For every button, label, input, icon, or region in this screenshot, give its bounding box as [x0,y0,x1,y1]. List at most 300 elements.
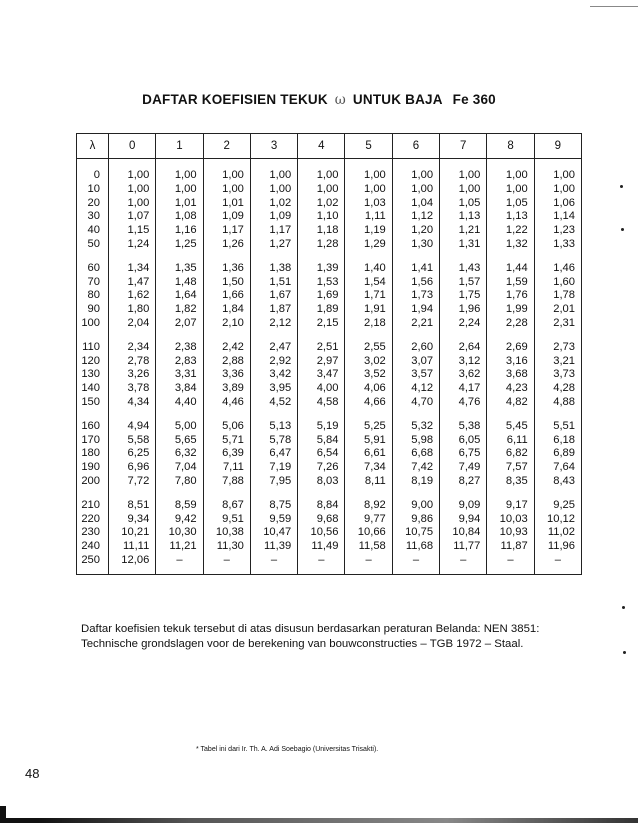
coefficient-cell: 1,01 [156,197,203,211]
coefficient-cell: 7,88 [203,475,250,489]
coefficient-cell: 1,00 [392,159,439,183]
coefficient-cell: 1,67 [250,289,297,303]
table-row [77,289,582,303]
coefficient-cell: 1,00 [250,159,297,183]
coefficient-cell: 4,88 [534,396,581,410]
lambda-cell: 90 [77,303,109,317]
coefficient-cell: 3,95 [250,382,297,396]
coefficient-cell: 1,21 [440,224,487,238]
coefficient-cell: 1,10 [298,210,345,224]
coefficient-cell: 3,02 [345,355,392,369]
footnote [81,622,581,652]
table-body [77,159,582,575]
lambda-cell: 240 [77,540,109,554]
coefficient-cell: 12,06 [109,554,156,574]
coefficient-cell: 4,46 [203,396,250,410]
coefficient-cell: 10,47 [250,526,297,540]
coefficient-cell: 4,17 [440,382,487,396]
coefficient-cell: 1,23 [534,224,581,238]
coefficient-cell: 7,34 [345,461,392,475]
coefficient-cell: 1,03 [345,197,392,211]
coefficient-cell: 1,66 [203,289,250,303]
coefficient-cell: 1,82 [156,303,203,317]
coefficient-cell: 1,48 [156,276,203,290]
coefficient-cell: 2,51 [298,331,345,355]
coefficient-cell: 1,32 [487,238,534,252]
coefficient-cell: 8,35 [487,475,534,489]
scan-edge-bottom [0,818,638,823]
coefficient-cell: 9,09 [440,489,487,513]
coefficient-cell: 1,99 [487,303,534,317]
coefficient-cell: 6,82 [487,447,534,461]
coefficient-cell: 3,36 [203,368,250,382]
coefficient-cell: 6,05 [440,434,487,448]
coefficient-cell: 3,21 [534,355,581,369]
coefficient-cell: 4,06 [345,382,392,396]
coefficient-cell: 2,01 [534,303,581,317]
scan-edge-top [590,6,638,7]
coefficient-cell: 2,92 [250,355,297,369]
header-col: 1 [156,134,203,159]
page-title [0,92,638,108]
coefficient-cell: 1,51 [250,276,297,290]
coefficient-cell: 6,32 [156,447,203,461]
coefficient-cell: – [440,554,487,574]
coefficient-cell: 1,27 [250,238,297,252]
lambda-cell: 170 [77,434,109,448]
coefficient-cell: 1,00 [156,159,203,183]
title-part-2: UNTUK BAJA [352,92,443,107]
coefficient-cell: 1,15 [109,224,156,238]
coefficient-cell: 1,54 [345,276,392,290]
coefficient-cell: 5,98 [392,434,439,448]
coefficient-cell: 1,00 [203,159,250,183]
coefficient-cell: 8,67 [203,489,250,513]
lambda-cell: 20 [77,197,109,211]
coefficient-cell: 1,11 [345,210,392,224]
coefficient-cell: 1,12 [392,210,439,224]
coefficient-cell: 1,00 [345,183,392,197]
coefficient-cell: 1,02 [298,197,345,211]
coefficient-cell: 1,09 [250,210,297,224]
coefficient-cell: 10,75 [392,526,439,540]
coefficient-cell: 1,19 [345,224,392,238]
coefficient-cell: 3,68 [487,368,534,382]
lambda-cell: 10 [77,183,109,197]
lambda-cell: 50 [77,238,109,252]
coefficient-cell: 9,00 [392,489,439,513]
scan-speck [622,606,625,609]
coefficient-cell: 1,00 [156,183,203,197]
coefficient-cell: 7,57 [487,461,534,475]
coefficient-cell: 3,73 [534,368,581,382]
coefficient-cell: 1,43 [440,252,487,276]
coefficient-cell: 11,11 [109,540,156,554]
coefficient-cell: 3,62 [440,368,487,382]
coefficient-cell: 11,02 [534,526,581,540]
table-row [77,238,582,252]
coefficient-cell: 3,42 [250,368,297,382]
page-number: 48 [25,766,40,781]
lambda-cell: 150 [77,396,109,410]
coefficient-cell: 1,47 [109,276,156,290]
coefficient-cell: 5,06 [203,410,250,434]
table-row [77,355,582,369]
table-row [77,276,582,290]
coefficient-cell: 3,12 [440,355,487,369]
header-col: 5 [345,134,392,159]
coefficient-cell: 1,13 [440,210,487,224]
coefficient-cell: 4,28 [534,382,581,396]
coefficient-cell: 5,71 [203,434,250,448]
coefficient-cell: 11,87 [487,540,534,554]
table-row [77,197,582,211]
coefficient-cell: 2,21 [392,317,439,331]
coefficient-cell: 1,16 [156,224,203,238]
title-part-1: DAFTAR KOEFISIEN TEKUK [142,92,328,107]
coefficient-cell: 1,00 [109,197,156,211]
coefficient-cell: 1,17 [203,224,250,238]
coefficient-cell: 1,00 [534,183,581,197]
coefficient-cell: 1,89 [298,303,345,317]
table-header-row [77,134,582,159]
lambda-cell: 100 [77,317,109,331]
coefficient-cell: – [156,554,203,574]
table-row [77,410,582,434]
coefficient-cell: – [392,554,439,574]
omega-symbol: ω [334,92,346,108]
coefficient-cell: 1,46 [534,252,581,276]
coefficient-cell: 1,30 [392,238,439,252]
coefficient-cell: 1,02 [250,197,297,211]
coefficient-cell: 11,30 [203,540,250,554]
header-col: 4 [298,134,345,159]
coefficient-cell: 4,52 [250,396,297,410]
coefficient-cell: 10,03 [487,513,534,527]
coefficient-cell: 6,89 [534,447,581,461]
coefficient-cell: 1,34 [109,252,156,276]
coefficient-cell: 9,94 [440,513,487,527]
coefficient-cell: 4,12 [392,382,439,396]
coefficient-cell: 5,13 [250,410,297,434]
coefficient-cell: 1,71 [345,289,392,303]
coefficient-cell: 1,40 [345,252,392,276]
title-part-3: Fe 360 [452,92,496,107]
table-row [77,396,582,410]
coefficient-cell: 11,77 [440,540,487,554]
coefficient-cell: 5,00 [156,410,203,434]
coefficient-cell: 4,23 [487,382,534,396]
coefficient-cell: 2,47 [250,331,297,355]
footnote-line-2: Technische grondslagen voor de berekening van bouwconstructies – TGB 1972 – Staal. [81,638,524,650]
coefficient-cell: 1,05 [440,197,487,211]
coefficient-cell: 3,31 [156,368,203,382]
coefficient-cell: 7,26 [298,461,345,475]
coefficient-cell: 1,00 [487,159,534,183]
coefficient-cell: 1,80 [109,303,156,317]
coefficient-cell: 1,75 [440,289,487,303]
coefficient-cell: 2,88 [203,355,250,369]
coefficient-cell: 1,76 [487,289,534,303]
source-credit: * Tabel ini dari Ir. Th. A. Adi Soebagio (Universitas Trisakti). [196,746,379,753]
coefficient-cell: 1,31 [440,238,487,252]
buckling-coefficient-table [76,133,582,575]
table-row [77,331,582,355]
coefficient-cell: 4,40 [156,396,203,410]
coefficient-cell: 1,17 [250,224,297,238]
coefficient-cell: 1,00 [109,159,156,183]
coefficient-cell: 5,38 [440,410,487,434]
coefficient-cell: 1,09 [203,210,250,224]
coefficient-cell: 8,11 [345,475,392,489]
coefficient-cell: 1,87 [250,303,297,317]
coefficient-cell: 1,94 [392,303,439,317]
coefficient-cell: 1,56 [392,276,439,290]
coefficient-cell: 3,47 [298,368,345,382]
coefficient-cell: 1,00 [487,183,534,197]
coefficient-cell: 5,65 [156,434,203,448]
coefficient-cell: 2,10 [203,317,250,331]
coefficient-cell: 1,69 [298,289,345,303]
coefficient-cell: 1,00 [250,183,297,197]
coefficient-cell: 6,68 [392,447,439,461]
lambda-cell: 220 [77,513,109,527]
coefficient-cell: 1,73 [392,289,439,303]
coefficient-cell: 1,24 [109,238,156,252]
coefficient-cell: 1,22 [487,224,534,238]
coefficient-cell: 2,73 [534,331,581,355]
header-col: 9 [534,134,581,159]
coefficient-cell: 6,39 [203,447,250,461]
header-col: 8 [487,134,534,159]
coefficient-cell: 5,25 [345,410,392,434]
coefficient-cell: 2,24 [440,317,487,331]
coefficient-cell: 2,64 [440,331,487,355]
coefficient-cell: 1,62 [109,289,156,303]
lambda-cell: 40 [77,224,109,238]
coefficient-cell: 5,84 [298,434,345,448]
coefficient-cell: 1,36 [203,252,250,276]
coefficient-cell: 11,58 [345,540,392,554]
coefficient-cell: 1,14 [534,210,581,224]
header-col: 3 [250,134,297,159]
coefficient-cell: 1,41 [392,252,439,276]
lambda-cell: 130 [77,368,109,382]
table-row [77,183,582,197]
coefficient-cell: 5,91 [345,434,392,448]
coefficient-cell: 3,89 [203,382,250,396]
coefficient-cell: 8,84 [298,489,345,513]
coefficient-cell: 3,57 [392,368,439,382]
coefficient-cell: 9,77 [345,513,392,527]
coefficient-cell: 1,04 [392,197,439,211]
header-col: 7 [440,134,487,159]
coefficient-cell: 2,07 [156,317,203,331]
coefficient-cell: 10,84 [440,526,487,540]
coefficient-cell: 2,55 [345,331,392,355]
coefficient-cell: 3,26 [109,368,156,382]
lambda-cell: 0 [77,159,109,183]
coefficient-cell: 1,59 [487,276,534,290]
coefficient-cell: 6,61 [345,447,392,461]
coefficient-cell: – [345,554,392,574]
coefficient-cell: 8,19 [392,475,439,489]
lambda-cell: 230 [77,526,109,540]
coefficient-cell: – [298,554,345,574]
footnote-line-1: Daftar koefisien tekuk tersebut di atas disusun berdasarkan peraturan Belanda: NEN 3851: [81,623,540,635]
coefficient-cell: 1,53 [298,276,345,290]
coefficient-cell: 2,78 [109,355,156,369]
coefficient-cell: 1,07 [109,210,156,224]
header-col: 6 [392,134,439,159]
coefficient-cell: 4,34 [109,396,156,410]
coefficient-cell: 1,60 [534,276,581,290]
coefficient-cell: 6,47 [250,447,297,461]
table-row [77,540,582,554]
coefficient-cell: 9,59 [250,513,297,527]
lambda-cell: 190 [77,461,109,475]
coefficient-cell: 5,45 [487,410,534,434]
coefficient-cell: 1,39 [298,252,345,276]
coefficient-cell: 11,49 [298,540,345,554]
coefficient-cell: 1,00 [298,159,345,183]
coefficient-cell: 1,29 [345,238,392,252]
coefficient-cell: 2,18 [345,317,392,331]
table-row [77,317,582,331]
coefficient-cell: 10,30 [156,526,203,540]
scan-speck [623,651,626,654]
coefficient-cell: 1,20 [392,224,439,238]
coefficient-cell: 1,96 [440,303,487,317]
table-row [77,303,582,317]
coefficient-cell: 2,31 [534,317,581,331]
coefficient-cell: 4,76 [440,396,487,410]
coefficient-cell: 2,97 [298,355,345,369]
coefficient-cell: 1,01 [203,197,250,211]
coefficient-cell: 1,08 [156,210,203,224]
table-row [77,526,582,540]
coefficient-cell: 8,92 [345,489,392,513]
table-row [77,434,582,448]
coefficient-cell: 8,03 [298,475,345,489]
coefficient-cell: 10,56 [298,526,345,540]
coefficient-cell: 1,44 [487,252,534,276]
table-row [77,489,582,513]
lambda-cell: 200 [77,475,109,489]
coefficient-cell: 8,59 [156,489,203,513]
coefficient-cell: 1,33 [534,238,581,252]
coefficient-cell: – [250,554,297,574]
header-col: 0 [109,134,156,159]
coefficient-cell: 11,96 [534,540,581,554]
coefficient-cell: 2,12 [250,317,297,331]
coefficient-cell: 4,70 [392,396,439,410]
coefficient-cell: 8,27 [440,475,487,489]
coefficient-cell: 2,38 [156,331,203,355]
coefficient-cell: 1,00 [440,183,487,197]
lambda-cell: 120 [77,355,109,369]
coefficient-cell: 5,58 [109,434,156,448]
coefficient-cell: 1,00 [345,159,392,183]
lambda-cell: 180 [77,447,109,461]
coefficient-cell: 10,38 [203,526,250,540]
coefficient-cell: 1,84 [203,303,250,317]
table-row [77,210,582,224]
coefficient-cell: 4,58 [298,396,345,410]
coefficient-cell: 2,83 [156,355,203,369]
coefficient-cell: 1,05 [487,197,534,211]
coefficient-cell: 6,75 [440,447,487,461]
coefficient-cell: 9,34 [109,513,156,527]
scan-speck [621,228,624,231]
lambda-cell: 210 [77,489,109,513]
coefficient-cell: 1,91 [345,303,392,317]
lambda-cell: 250 [77,554,109,574]
coefficient-cell: 9,68 [298,513,345,527]
coefficient-cell: 2,69 [487,331,534,355]
coefficient-cell: 1,00 [392,183,439,197]
lambda-cell: 110 [77,331,109,355]
coefficient-cell: 1,35 [156,252,203,276]
coefficient-cell: – [203,554,250,574]
coefficient-cell: 2,28 [487,317,534,331]
coefficient-cell: 8,75 [250,489,297,513]
coefficient-cell: 3,84 [156,382,203,396]
coefficient-cell: 10,21 [109,526,156,540]
coefficient-cell: 4,00 [298,382,345,396]
coefficient-cell: 1,25 [156,238,203,252]
scan-speck [620,185,623,188]
coefficient-cell: 1,00 [109,183,156,197]
coefficient-cell: 2,34 [109,331,156,355]
coefficient-cell: 6,18 [534,434,581,448]
coefficient-cell: 1,64 [156,289,203,303]
coefficient-cell: 4,82 [487,396,534,410]
coefficient-cell: 10,66 [345,526,392,540]
coefficient-cell: 2,15 [298,317,345,331]
header-lambda: λ [77,134,109,159]
coefficient-cell: 11,39 [250,540,297,554]
coefficient-cell: 1,26 [203,238,250,252]
lambda-cell: 140 [77,382,109,396]
lambda-cell: 160 [77,410,109,434]
coefficient-cell: 9,51 [203,513,250,527]
coefficient-cell: 1,00 [298,183,345,197]
coefficient-cell: 3,52 [345,368,392,382]
lambda-cell: 80 [77,289,109,303]
lambda-cell: 70 [77,276,109,290]
coefficient-cell: 1,06 [534,197,581,211]
coefficient-cell: 5,51 [534,410,581,434]
coefficient-cell: 2,60 [392,331,439,355]
coefficient-cell: 11,21 [156,540,203,554]
coefficient-cell: 8,51 [109,489,156,513]
coefficient-cell: 4,94 [109,410,156,434]
coefficient-cell: 11,68 [392,540,439,554]
lambda-cell: 30 [77,210,109,224]
coefficient-cell: 10,12 [534,513,581,527]
coefficient-cell: 1,00 [440,159,487,183]
coefficient-cell: 3,16 [487,355,534,369]
coefficient-cell: 8,43 [534,475,581,489]
coefficient-cell: 1,00 [203,183,250,197]
coefficient-cell: 9,25 [534,489,581,513]
coefficient-cell: 5,32 [392,410,439,434]
table-row [77,224,582,238]
coefficient-cell: 1,13 [487,210,534,224]
coefficient-cell: 2,04 [109,317,156,331]
coefficient-cell: 1,00 [534,159,581,183]
